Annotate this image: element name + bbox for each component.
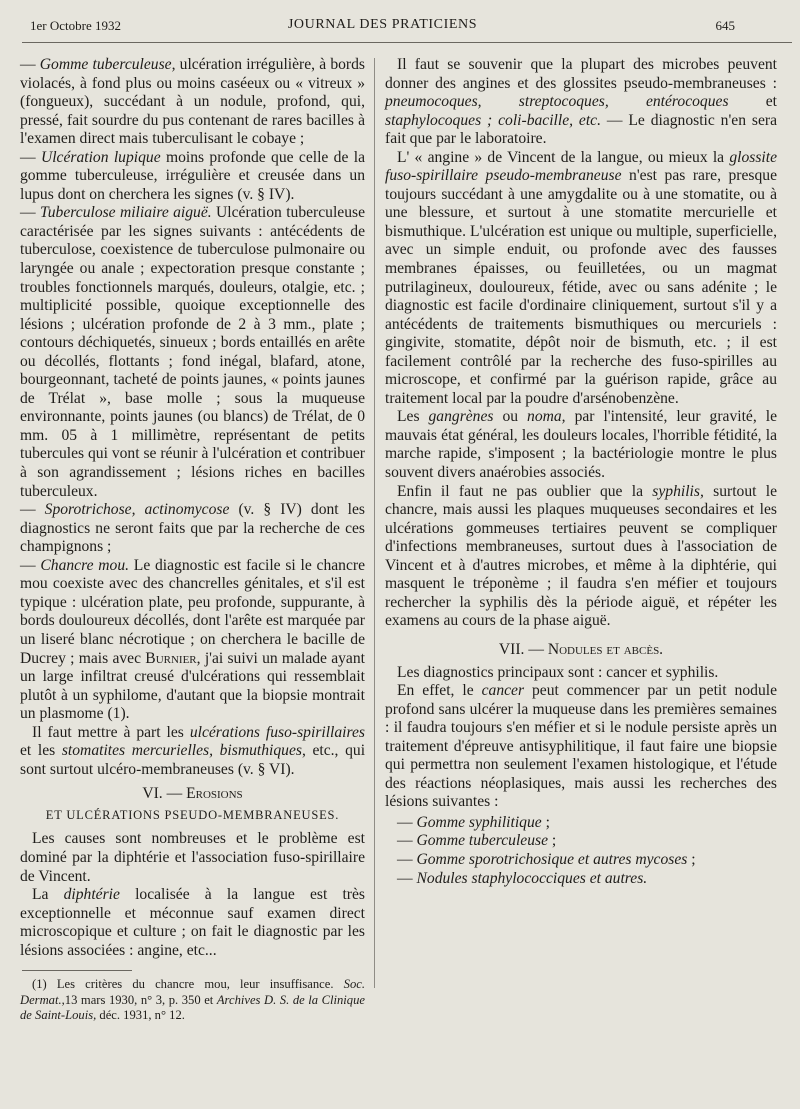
lesion-list	[385, 814, 777, 888]
paragraph-cancer: En effet, le cancer peut commencer par un petit nodule profond sans ulcérer la muqueuse dans les premières semaines : il faudra toujours s'en méfier et si le nodule persiste après un traitement d'épreuve antisyphilitique, il faut faire une biopsie qui permettra non seulement l'examen histologique, et l'étude des réactions néoplasiques, mais aussi les recherches des lésions suivantes :	[385, 682, 777, 811]
author-name: Burnier	[145, 649, 197, 667]
paragraph-sporotrichose: — Sporotrichose, actinomycose (v. § IV) dont les diagnostics ne seront faits que par la recherche de ces champignons ;	[20, 501, 365, 556]
journal-title: JOURNAL DES PRATICIENS	[287, 17, 478, 32]
paragraph-tuberculose-miliaire: — Tuberculose miliaire aiguë. Ulcération tuberculeuse caractérisée par les signes suivants : antécédents de tuberculose, coexistence de tuberculose pulmonaire ou laryngée ou anale ; expectoration presque constante ; troubles fonctionnels marqués, douleurs, otalgie, etc. ; multiplicité possible, quoique exceptionnelle des lésions ; ulcération profonde de 2 à 3 mm., plate ; contours déchiquetés, sinueux ; bords entaillés en arête ou décollés, flottants ; fond inégal, blafard, atone, bourgeonnant, tacheté de points jaunes, « points jaunes de Trélat », base molle ; sous la muqueuse environnante, points jaunes (ou blancs) de Trélat, de 0 mm. 05 à 1 millimètre, représentant de petits tubercules qui vont se réunir à l'ulcération et contribuer à son agrandissement ; lésions riches en bacilles tuberculeux.	[20, 204, 365, 500]
section-heading-vi: VI. — Erosions	[142, 785, 243, 803]
section-heading-vii: VII. — Nodules et abcès.	[498, 640, 664, 658]
section-subheading-vi: ET ULCÉRATIONS PSEUDO-MEMBRANEUSES.	[45, 807, 340, 822]
footnote-rule	[22, 970, 132, 971]
paragraph-diagnostics: Les diagnostics principaux sont : cancer et syphilis.	[397, 663, 719, 681]
left-column	[20, 56, 365, 1024]
page-number: 645	[715, 18, 735, 33]
page-header	[30, 16, 735, 36]
list-item: — Gomme syphilitique ;	[397, 813, 550, 831]
paragraph-microbes: Il faut se souvenir que la plupart des microbes peuvent donner des angines et des glossites pseudo-membraneuses : pneumocoques, streptocoques, entérocoques et staphylocoques ; coli-bacille, etc. — Le diagnostic n'en sera fait que par le laboratoire.	[385, 56, 777, 148]
right-column	[385, 56, 777, 888]
paragraph-chancre-mou: — Chancre mou. Le diagnostic est facile si le chancre mou coexiste avec des chancrelles génitales, et s'il est typique : ulcération plate, peu profonde, suppurante, à bords douloureux décollés, dont l'arête est marquée par un liseré blanc nécrotique ; on cherchera le bacille de Ducrey ; mais avec Burnier, j'ai suivi un malade ayant un large infiltrat creusé d'ulcérations qui ressemblait plutôt à un syphilome, d'autant que la biopsie montrait un plasmome (1).	[20, 556, 366, 723]
paragraph-causes: Les causes sont nombreuses et le problème est dominé par la diphtérie et l'association fuso-spirillaire de Vincent.	[20, 830, 365, 885]
paragraph-diphterie: La diphtérie localisée à la langue est très exceptionnelle et méconnue sauf examen direct microscopique et culture ; on fait le diagnostic par les lésions associées : angine, etc...	[20, 886, 365, 959]
list-item: — Gomme sporotrichosique et autres mycoses ;	[397, 850, 696, 868]
header-rule	[22, 42, 792, 43]
paragraph-gangrenes: Les gangrènes ou noma, par l'intensité, leur gravité, le mauvais état général, les douleurs locales, l'horrible fétidité, la marche rapide, s'imposent ; la bactériologie montre le plus souvent divers anaérobies associés.	[385, 408, 777, 482]
list-item: — Gomme tuberculeuse ;	[397, 832, 557, 850]
issue-date: 1er Octobre 1932	[30, 18, 121, 33]
column-divider	[374, 58, 375, 988]
paragraph-ulceration-lupique: — Ulcération lupique moins profonde que celle de la gomme tuberculeuse, irrégulière et creusée dans un lupus dont on cherchera les signes (v. § IV).	[20, 148, 365, 203]
paragraph-gomme-tuberculeuse: — Gomme tuberculeuse, ulcération irrégulière, à bords violacés, à fond plus ou moins caséeux ou « vitreux » (fongueux), succédant à un nodule, profond, qui, pressé, fait sourdre du pus contenant de rares bacilles à l'examen direct mais tuberculisant le cobaye ;	[20, 56, 365, 148]
paragraph-syphilis: Enfin il faut ne pas oublier que la syphilis, surtout le chancre, mais aussi les plaques muqueuses secondaires et les ulcérations gommeuses tertiaires peuvent se compliquer d'infections membraneuses, surtout dues à l'association de Vincent et à d'autres microbes, et même à la diphtérie, qui masquent le tréponème ; il faudra s'en méfier et toujours rechercher la syphilis dès la période aiguë, et répéter les examens au cours de la phase aiguë.	[385, 482, 778, 630]
paragraph-ulcerations-fuso: Il faut mettre à part les ulcérations fuso-spirillaires et les stomatites mercurielles, bismuthiques, etc., qui sont surtout ulcéro-membraneuses (v. § VI).	[20, 723, 366, 778]
footnote: (1) Les critères du chancre mou, leur insuffisance. Soc. Dermat.,13 mars 1930, n° 3, p. 350 et Archives D. S. de la Clinique de Saint-Louis, déc. 1931, n° 12.	[20, 977, 365, 1023]
list-item: — Nodules staphylococciques et autres.	[397, 869, 648, 887]
paragraph-angine-vincent: L' « angine » de Vincent de la langue, ou mieux la glossite fuso-spirillaire pseudo-membraneuse n'est pas rare, presque toujours succédant à une amygdalite ou à une stomatite, ou à une blessure, et surtout à une stomatite mercurielle et bismuthique. L'ulcération est unique ou multiple, superficielle, avec un simple enduit, ou profonde avec des fausses membranes épaisses, ou feuilletées, ou un magmat putrilagineux, douloureux, fétide, avec ou sans adénite ; le diagnostic est facile d'ordinaire cliniquement, surtout s'il y a antécédents de traitements bismuthiques ou mercuriels : gingivite, stomatite, dépôt noir de bismuth, etc. ; il est facilement contrôlé par la recherche des fuso-spirilles au microscope, et confirmé par la guérison rapide, grâce au traitement local par la poudre d'arsénobenzène.	[385, 148, 777, 407]
